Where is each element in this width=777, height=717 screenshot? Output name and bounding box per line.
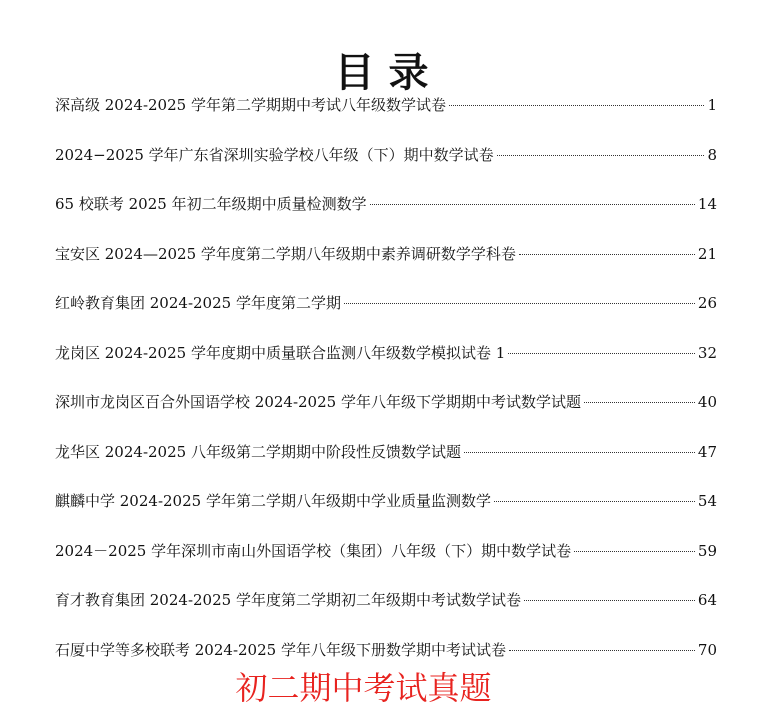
- dot-leader: [584, 402, 695, 403]
- toc-entry-page-number: 64: [697, 591, 717, 609]
- toc-entry-page-number: 1: [707, 96, 717, 114]
- toc-entry[interactable]: [55, 437, 717, 487]
- toc-entry-title: 65 校联考 2025 年初二年级期中质量检测数学: [55, 195, 367, 213]
- toc-entry-page-number: 70: [697, 640, 717, 659]
- toc-entry-title: 深高级 2024-2025 学年第二学期期中考试八年级数学试卷: [55, 96, 446, 114]
- toc-entry-page-number: 59: [697, 541, 717, 560]
- toc-entry[interactable]: [55, 189, 717, 239]
- toc-entry[interactable]: [55, 387, 717, 437]
- dot-leader: [494, 501, 695, 502]
- toc-entry-page-number: 14: [697, 195, 717, 213]
- toc-entry-page-number: 8: [707, 145, 717, 164]
- toc-entry-title: 石厦中学等多校联考 2024-2025 学年八年级下册数学期中考试试卷: [55, 640, 506, 659]
- dot-leader: [449, 105, 704, 106]
- dot-leader: [370, 204, 695, 205]
- dot-leader: [497, 155, 705, 156]
- toc-entry-page-number: 21: [697, 244, 717, 263]
- toc-entry-page-number: 40: [697, 393, 717, 411]
- toc-entry-page-number: 47: [697, 442, 717, 461]
- footer-label: 初二期中考试真题: [235, 669, 492, 707]
- dot-leader: [519, 254, 695, 255]
- toc-entry[interactable]: [55, 239, 717, 289]
- dot-leader: [574, 551, 695, 552]
- page-title: 目录: [334, 48, 443, 96]
- footer-banner: [0, 668, 777, 708]
- toc-entry-title: 2024−2025 学年广东省深圳实验学校八年级（下）期中数学试卷: [55, 145, 494, 164]
- toc-entry[interactable]: [55, 486, 717, 536]
- table-of-contents: [55, 90, 717, 684]
- toc-entry-title: 2024－2025 学年深圳市南山外国语学校（集团）八年级（下）期中数学试卷: [55, 541, 572, 560]
- toc-entry[interactable]: [55, 536, 717, 586]
- toc-entry[interactable]: [55, 338, 717, 388]
- toc-entry-title: 深圳市龙岗区百合外国语学校 2024-2025 学年八年级下学期期中考试数学试题: [55, 393, 581, 411]
- dot-leader: [344, 303, 695, 304]
- toc-entry[interactable]: [55, 585, 717, 635]
- toc-entry-page-number: 54: [697, 492, 717, 510]
- toc-entry[interactable]: [55, 288, 717, 338]
- toc-entry-page-number: 32: [697, 343, 717, 362]
- toc-entry-title: 麒麟中学 2024-2025 学年第二学期八年级期中学业质量监测数学: [55, 492, 491, 510]
- toc-entry[interactable]: [55, 90, 717, 140]
- dot-leader: [524, 600, 695, 601]
- toc-entry-page-number: 26: [697, 294, 717, 312]
- toc-entry-title: 红岭教育集团 2024-2025 学年度第二学期: [55, 294, 341, 312]
- dot-leader: [509, 650, 695, 651]
- toc-entry-title: 宝安区 2024—2025 学年度第二学期八年级期中素养调研数学学科卷: [55, 244, 516, 263]
- toc-entry-title: 龙岗区 2024-2025 学年度期中质量联合监测八年级数学模拟试卷 1: [55, 343, 506, 362]
- dot-leader: [464, 452, 695, 453]
- dot-leader: [508, 353, 695, 354]
- toc-entry-title: 龙华区 2024-2025 八年级第二学期期中阶段性反馈数学试题: [55, 442, 461, 461]
- toc-entry-title: 育才教育集团 2024-2025 学年度第二学期初二年级期中考试数学试卷: [55, 591, 521, 609]
- toc-entry[interactable]: [55, 140, 717, 190]
